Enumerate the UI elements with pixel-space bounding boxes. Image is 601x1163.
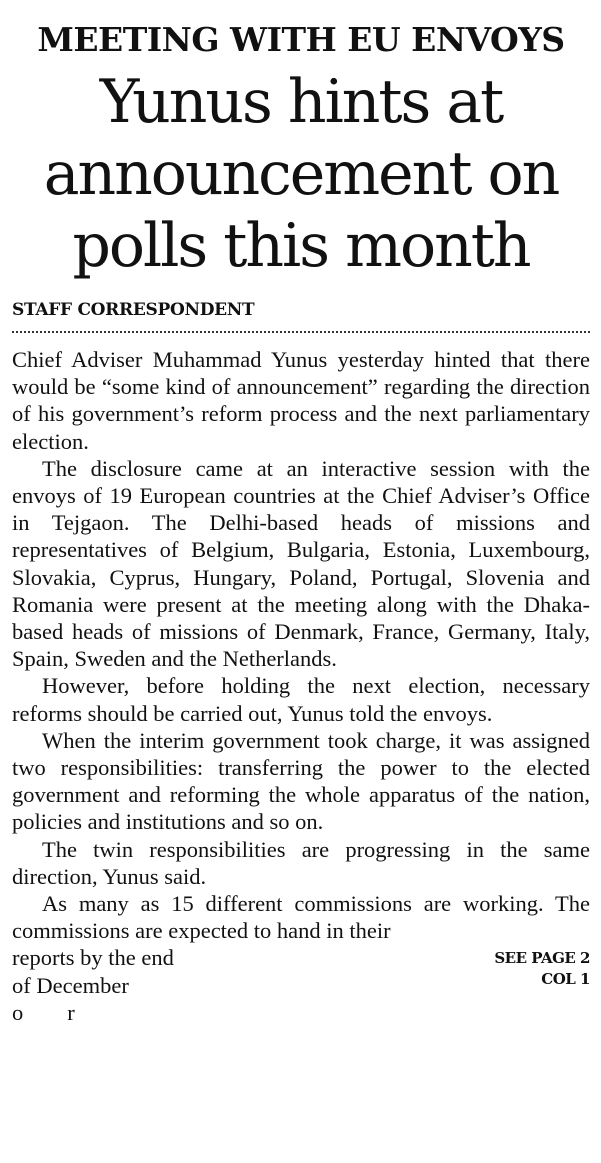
paragraph: The disclosure came at an interactive session with the envoys of 19 European countries at the Chief Adviser’s Office in Tejgaon. The Delhi-based heads of missions and representatives of Belgium, Bulgaria, Estonia, Luxembourg, Slovakia, Cyprus, Hungary, Poland, Portugal, Slovenia and Romania were present at the meeting along with the Dhaka-based heads of missions of Denmark, France, Germany, Italy, Spain, Sweden and the Netherlands. [12,455,590,672]
article [12,0,590,1026]
headline [12,66,590,282]
paragraph: Chief Adviser Muhammad Yunus yesterday hinted that there would be “some kind of announcement” regarding the direction of his government’s reform process and the next parliamentary election. [12,347,590,454]
paragraph: However, before holding the next election, necessary reforms should be carried out, Yunus told the envoys. [12,673,590,726]
paragraph: The twin responsibilities are progressing in the same direction, Yunus said. [12,836,590,889]
tail-line-1: reports by the end [12,945,174,971]
headline-line-3: polls this month [72,211,530,281]
article-body [12,346,590,944]
dotted-divider [12,331,590,333]
paragraph: When the interim government took charge, it was assigned two responsibilities: transferring the power to the elected government and reforming the whole apparatus of the nation, policies and institutions and so on. [12,727,590,835]
jump-column: COL 1 [541,970,590,989]
kicker: MEETING WITH EU ENVOYS [37,20,565,59]
headline-line-2: announcement on [43,139,559,209]
jump-page: SEE PAGE 2 [494,949,590,968]
tail-line-2: of December [12,972,129,998]
continued-on-page-link[interactable] [494,948,590,990]
headline-line-1: Yunus hints at [99,67,503,137]
paragraph: As many as 15 different commissions are working. The commissions are expected to hand in their [12,891,590,944]
byline: STAFF CORRESPONDENT [12,300,255,320]
article-tail [12,944,590,1026]
tail-line-3: or [12,999,119,1025]
